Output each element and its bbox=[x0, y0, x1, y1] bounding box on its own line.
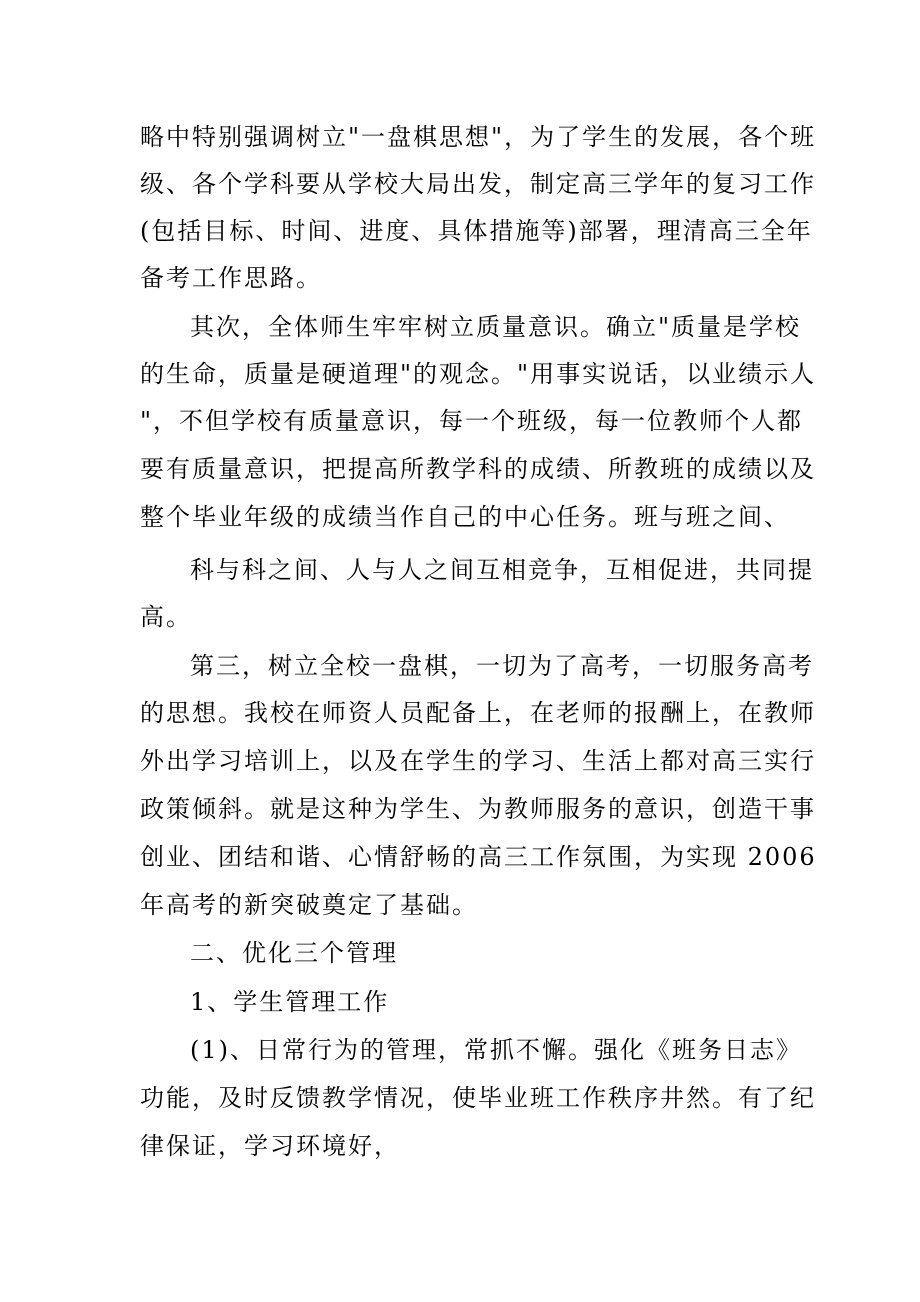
text-line: 高。 bbox=[140, 603, 192, 631]
text-line: (包括目标、时间、进度、具体措施等)部署，理清高三全年 bbox=[140, 217, 813, 245]
text-line: 整个毕业年级的成绩当作自己的中心任务。班与班之间、 bbox=[140, 503, 790, 531]
text-line: 略中特别强调树立"一盘棋思想"，为了学生的发展，各个班 bbox=[140, 123, 817, 151]
paragraph-start: 科与科之间、人与人之间互相竞争，互相促进，共同提 bbox=[190, 556, 814, 584]
text-line: 创业、团结和谐、心情舒畅的高三工作氛围，为实现 2006 bbox=[140, 843, 817, 871]
text-line: "，不但学校有质量意识，每一个班级，每一位教师个人都 bbox=[140, 407, 804, 435]
text-line: 政策倾斜。就是这种为学生、为教师服务的意识，创造干事 bbox=[140, 795, 816, 823]
text-line: 要有质量意识，把提高所教学科的成绩、所教班的成绩以及 bbox=[140, 455, 816, 483]
subsection-heading: 1、学生管理工作 bbox=[190, 988, 390, 1016]
text-line: 外出学习培训上，以及在学生的学习、生活上都对高三实行 bbox=[140, 747, 816, 775]
text-line: 的生命，质量是硬道理"的观念。"用事实说话，以业绩示人 bbox=[140, 360, 817, 388]
paragraph-start: 第三，树立全校一盘棋，一切为了高考，一切服务高考 bbox=[190, 652, 814, 680]
section-heading: 二、优化三个管理 bbox=[190, 939, 398, 967]
text-line: 级、各个学科要从学校大局出发，制定高三学年的复习工作 bbox=[140, 170, 816, 198]
text-line: 年高考的新突破奠定了基础。 bbox=[140, 891, 478, 919]
text-line: 律保证，学习环境好， bbox=[140, 1132, 400, 1160]
paragraph-start: 其次，全体师生牢牢树立质量意识。确立"质量是学校 bbox=[190, 313, 802, 341]
text-line: 功能，及时反馈教学情况，使毕业班工作秩序井然。有了纪 bbox=[140, 1084, 816, 1112]
paragraph-start: (1)、日常行为的管理，常抓不懈。强化《班务日志》 bbox=[190, 1036, 802, 1064]
text-line: 备考工作思路。 bbox=[140, 264, 322, 292]
text-line: 的思想。我校在师资人员配备上，在老师的报酬上，在教师 bbox=[140, 699, 816, 727]
